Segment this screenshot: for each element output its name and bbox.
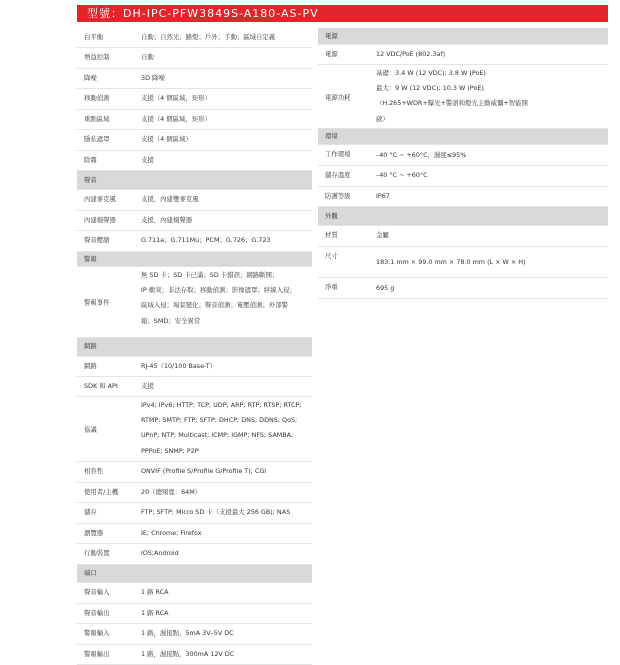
spec-value: 3D 降噪 <box>141 69 308 89</box>
spec-value-line: 啟） <box>376 112 604 127</box>
spec-value: 1 路 RCA <box>141 604 308 624</box>
spec-label: 降噪 <box>84 69 97 89</box>
spec-label: 隱私遮罩 <box>84 130 110 150</box>
model-title: 型號：DH-IPC-PFW3849S-A180-AS-PV <box>87 5 319 22</box>
spec-value: 695 g <box>376 278 604 298</box>
spec-label: 白平衡 <box>84 28 103 48</box>
spec-value-line: IPv4; IPv6; HTTP; TCP; UDP; ARP; RTP; RTSP; RTCP; <box>141 398 308 413</box>
spec-value: 支援（4 個區域，矩形） <box>141 110 308 130</box>
spec-row <box>318 145 608 166</box>
spec-value: 支援 <box>141 377 308 397</box>
spec-label: 重點區域 <box>84 110 110 130</box>
spec-row <box>77 604 312 625</box>
spec-row <box>77 110 312 131</box>
section-title: 端口 <box>84 565 97 583</box>
spec-row <box>77 211 312 232</box>
spec-value-line: 報；SMD；安全異常 <box>141 314 308 329</box>
spec-row <box>77 397 312 462</box>
spec-value-line: 區域入侵；場景變化；聲音偵測；電壓偵測；外部警 <box>141 298 308 313</box>
spec-label: 行動裝置 <box>84 544 110 564</box>
spec-value-line: 最大：9 W (12 VDC); 10.3 W (PoE) <box>376 81 604 96</box>
spec-value: 自動 <box>141 48 308 68</box>
spec-value: 支援（4 個區域） <box>141 130 308 150</box>
spec-value: 金屬 <box>376 226 604 246</box>
spec-label: 淨重 <box>325 278 338 298</box>
spec-label: 防護等級 <box>325 187 351 207</box>
spec-value: 支援 <box>141 151 308 171</box>
section-header <box>318 129 608 145</box>
spec-value: 183.1 mm × 99.0 mm × 78.0 mm (L × W × H) <box>376 247 604 277</box>
model-header <box>77 5 608 22</box>
spec-value: ONVIF (Profile S/Profile G/Profile T); CGI <box>141 462 308 482</box>
section-header <box>318 207 608 226</box>
spec-value: 支援，內建揚聲器 <box>141 211 308 231</box>
spec-label: 除霧 <box>84 151 97 171</box>
spec-value: 支援（4 個區域，矩形） <box>141 89 308 109</box>
spec-label: 儲存 <box>84 503 97 523</box>
spec-row <box>77 28 312 48</box>
spec-row <box>77 483 312 504</box>
spec-value: IP67 <box>376 187 604 207</box>
spec-value-line: RTMP; SMTP; FTP; SFTP; DHCP; DNS; DDNS; QoS; <box>141 413 308 428</box>
spec-label: 相容性 <box>84 462 103 482</box>
spec-row <box>77 524 312 545</box>
spec-value: 1 路，濕接點，5mA 3V–5V DC <box>141 624 308 644</box>
spec-label: 電源功耗 <box>325 92 351 101</box>
spec-row <box>318 247 608 278</box>
spec-label: 電源 <box>325 45 338 65</box>
spec-row <box>77 583 312 604</box>
section-title: 網路 <box>84 338 97 356</box>
spec-row <box>77 151 312 172</box>
spec-value-line: 基礎：3.4 W (12 VDC); 3.8 W (PoE) <box>376 66 604 81</box>
spec-value: 1 路，濕接點，300mA 12V DC <box>141 645 308 665</box>
spec-row <box>318 187 608 208</box>
section-header <box>77 171 312 190</box>
spec-label: 移動偵測 <box>84 89 110 109</box>
spec-label: 內建麥克風 <box>84 190 116 210</box>
spec-label: 警報輸出 <box>84 645 110 665</box>
spec-value: IE; Chrome; Firefox <box>141 524 308 544</box>
section-title: 環境 <box>325 129 338 144</box>
spec-label: 尺寸 <box>325 247 338 267</box>
spec-value: –40 °C ~ +60°C <box>376 166 604 186</box>
spec-value: 20（總頻寬：64M） <box>141 483 308 503</box>
spec-value: RJ-45（10/100 Base-T） <box>141 357 308 376</box>
spec-row <box>77 130 312 151</box>
spec-label: 聲音壓縮 <box>84 231 110 251</box>
spec-value-line: （H.265+WDR+曝光+警語和燈光主動威懾+智能開 <box>376 96 604 111</box>
spec-value: 支援，內建雙麥克風 <box>141 190 308 210</box>
spec-value <box>376 65 604 127</box>
spec-row <box>77 462 312 483</box>
spec-label: 警報輸入 <box>84 624 110 644</box>
section-title: 警報 <box>84 252 97 267</box>
spec-value: FTP; SFTP; Micro SD 卡（支援最大 256 GB); NAS <box>141 503 308 523</box>
spec-row <box>318 278 608 299</box>
spec-value: 12 VDC/PoE (802.3af) <box>376 45 604 64</box>
spec-value <box>141 397 308 459</box>
right-spec-table <box>318 28 608 299</box>
spec-row <box>318 65 608 129</box>
spec-value: 自動；自然光；路燈；戶外；手動；區域自定義 <box>141 28 308 47</box>
spec-row <box>318 166 608 187</box>
spec-row <box>77 267 312 338</box>
spec-value-line: PPPoE; SNMP; P2P <box>141 444 308 459</box>
spec-row <box>318 45 608 65</box>
spec-row <box>77 624 312 645</box>
spec-label: 瀏覽器 <box>84 524 103 544</box>
section-title: 外觀 <box>325 207 338 225</box>
section-title: 電源 <box>325 28 338 44</box>
spec-row <box>77 89 312 110</box>
spec-value-line: 無 SD 卡；SD 卡已滿；SD 卡錯誤；網路斷開； <box>141 268 308 283</box>
spec-value: iOS;Android <box>141 544 308 564</box>
spec-label: 網路 <box>84 357 97 377</box>
spec-label: 警報事件 <box>84 298 110 307</box>
spec-value: –40 °C ~ +60°C，濕度≤95% <box>376 145 604 165</box>
spec-label: 儲存溫度 <box>325 166 351 186</box>
spec-value-line: UPnP; NTP; Multicast; ICMP; IGMP; NFS; SAMBA; <box>141 428 308 443</box>
spec-row <box>77 377 312 398</box>
section-header <box>318 28 608 45</box>
spec-label: 使用者/主機 <box>84 483 118 503</box>
spec-value: G.711a；G.711Mu；PCM；G.726；G.723 <box>141 231 308 251</box>
spec-label: 材質 <box>325 226 338 246</box>
spec-value-line: IP 衝突；非法存取；移動偵測；影像遮罩；絆線入侵； <box>141 283 308 298</box>
spec-value: 1 路 RCA <box>141 583 308 603</box>
spec-row <box>77 231 312 252</box>
spec-value <box>141 267 308 329</box>
spec-label: SDK 和 API <box>84 377 118 397</box>
spec-row <box>77 190 312 211</box>
spec-row <box>77 645 312 665</box>
spec-row <box>77 69 312 90</box>
spec-row <box>77 357 312 377</box>
spec-label: 聲音輸出 <box>84 604 110 624</box>
left-spec-table <box>77 28 312 665</box>
section-title: 聲音 <box>84 171 97 189</box>
spec-label: 聲音輸入 <box>84 583 110 603</box>
section-header <box>77 338 312 357</box>
spec-row <box>77 48 312 69</box>
spec-label: 工作環境 <box>325 145 351 165</box>
spec-label: 協議 <box>84 425 97 434</box>
spec-label: 內建揚聲器 <box>84 211 116 231</box>
section-header <box>77 252 312 268</box>
section-header <box>77 565 312 584</box>
spec-row <box>77 544 312 565</box>
spec-row <box>77 503 312 524</box>
spec-label: 增益控制 <box>84 48 110 68</box>
spec-row <box>318 226 608 247</box>
